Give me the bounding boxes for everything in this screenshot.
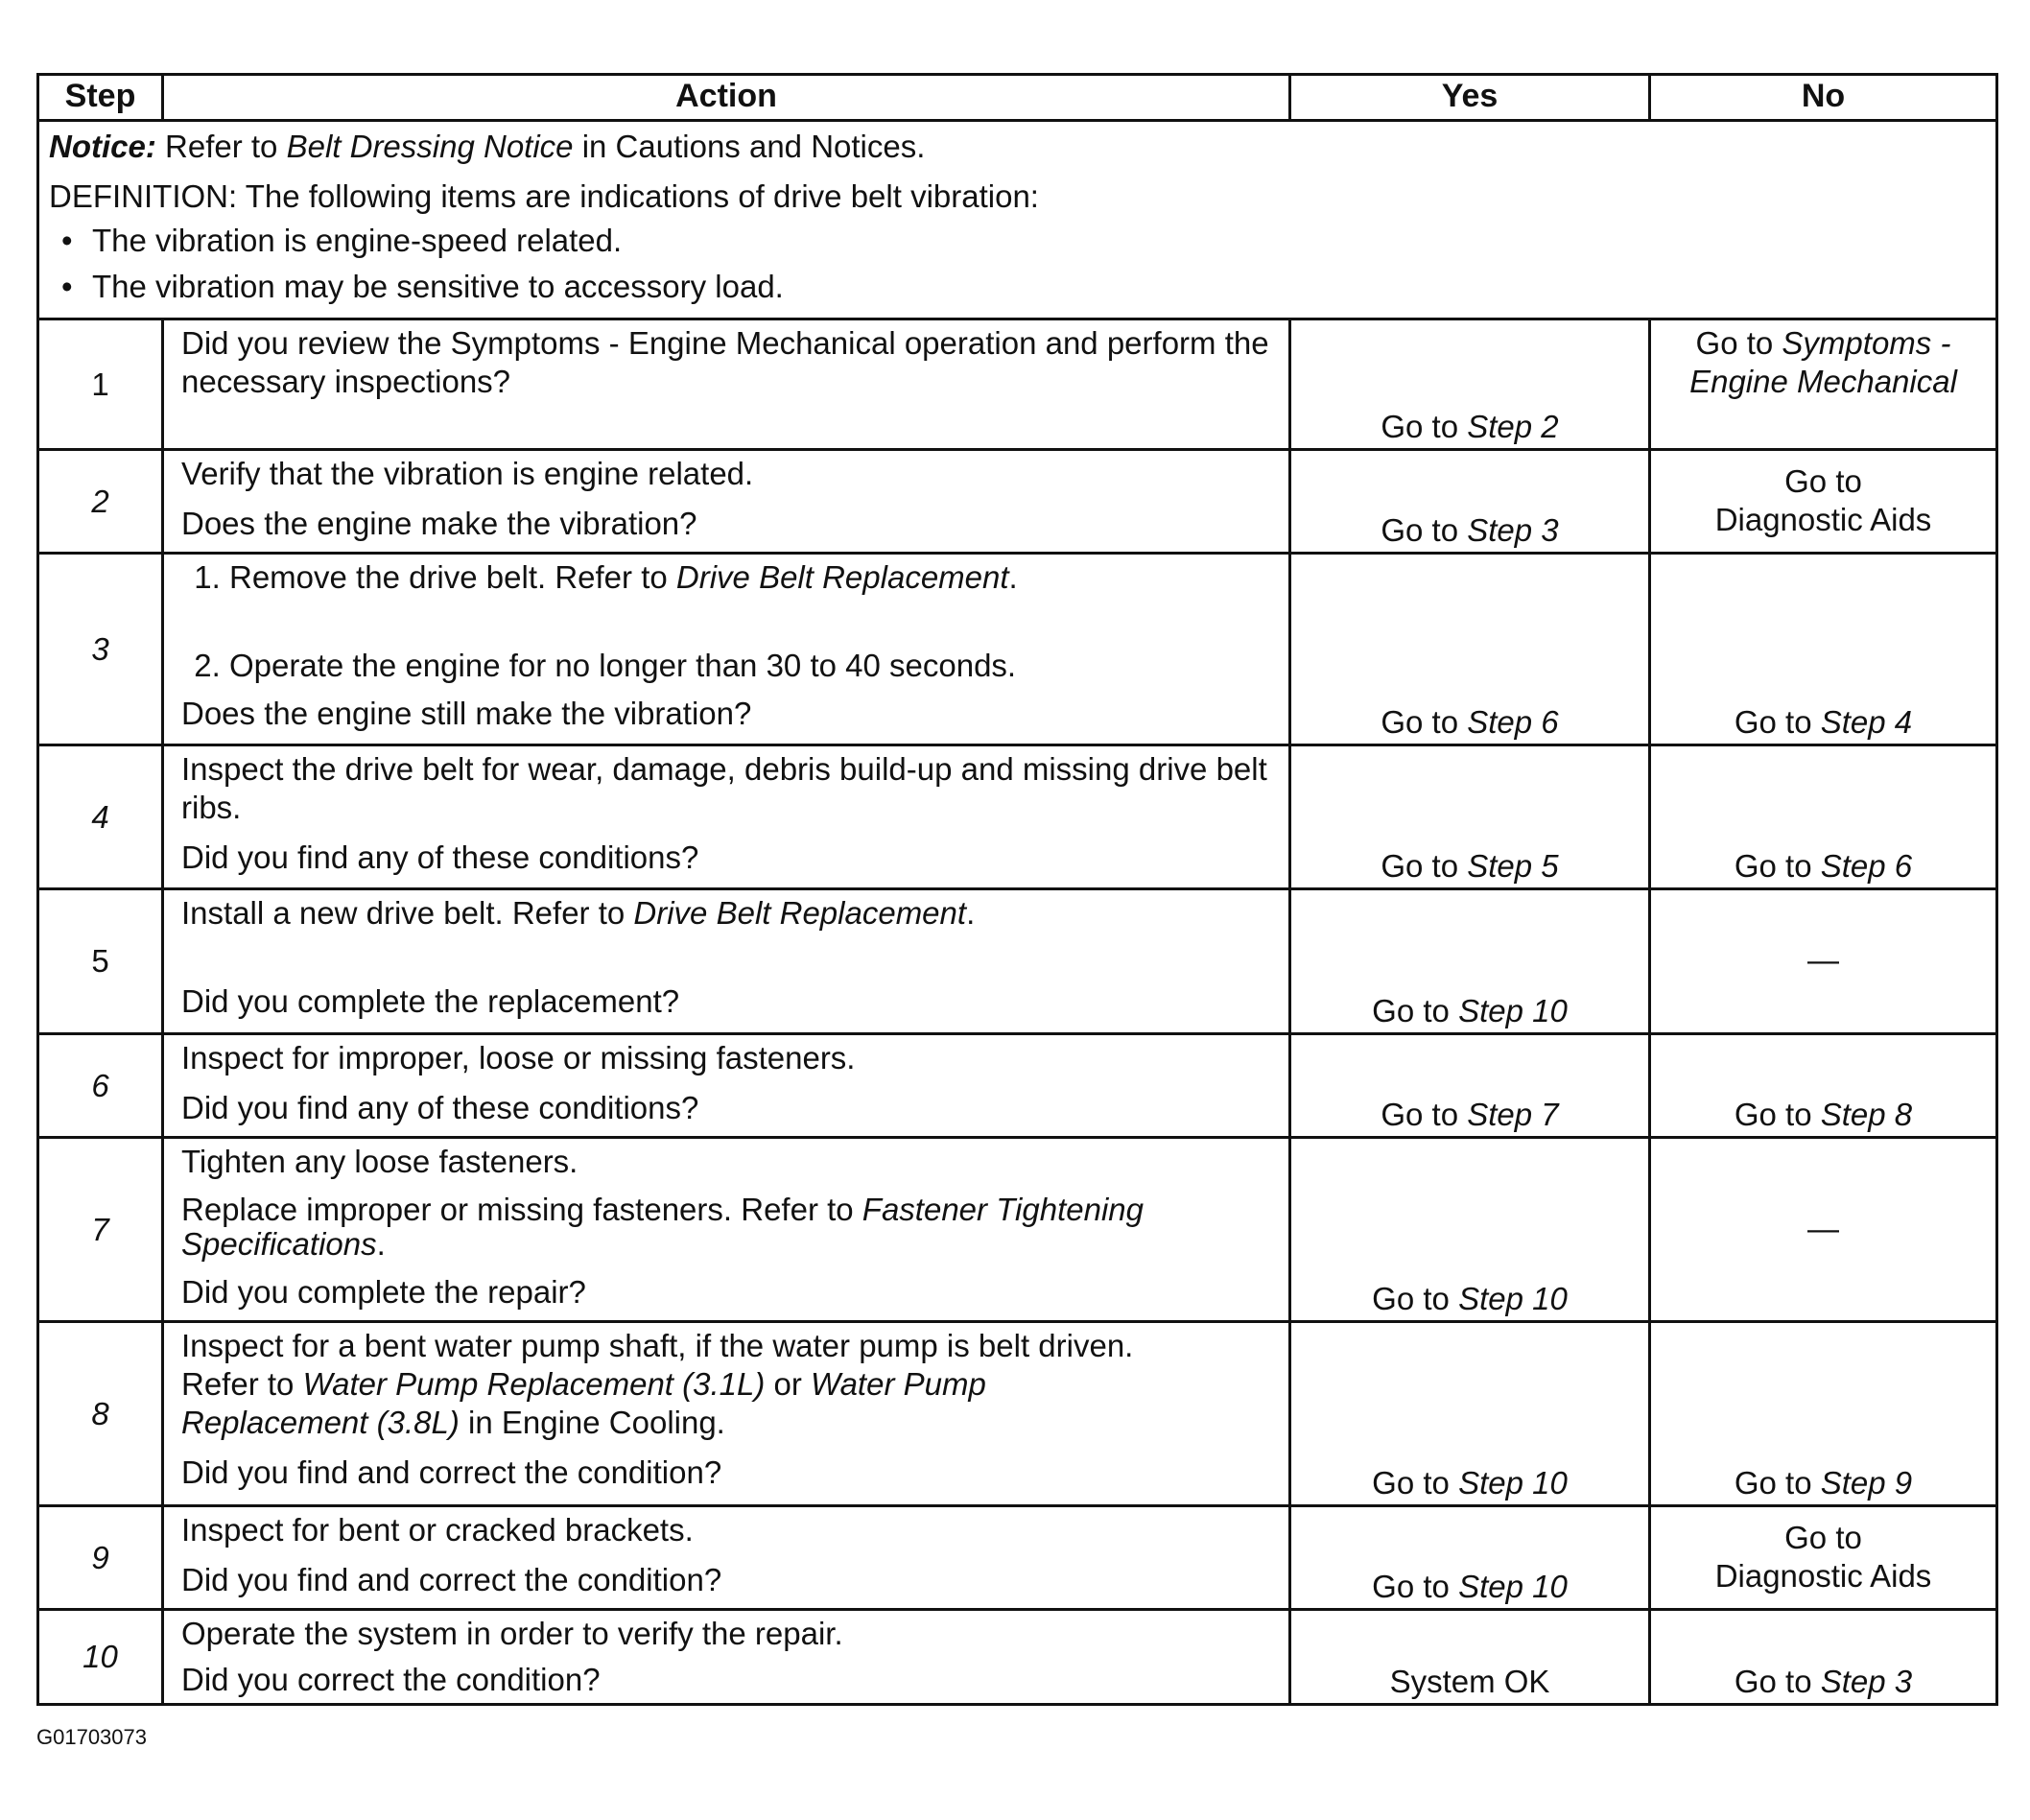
step-row-2 bbox=[38, 450, 1997, 554]
action-text-post: . bbox=[966, 895, 976, 931]
notice-text-before: Refer to bbox=[165, 129, 278, 164]
yes-step-link[interactable]: Step 2 bbox=[1467, 409, 1559, 444]
yes-prefix: Go to bbox=[1381, 1097, 1459, 1132]
notice-text-after: in Cautions and Notices. bbox=[581, 129, 926, 164]
no-cell bbox=[1650, 319, 1997, 450]
list-text: Remove the drive belt. Refer to bbox=[229, 559, 668, 595]
yes-system-ok: System OK bbox=[1389, 1664, 1550, 1699]
action-question: Does the engine make the vibration? bbox=[181, 506, 697, 541]
yes-step-link[interactable]: Step 5 bbox=[1467, 848, 1559, 884]
action-cell bbox=[163, 319, 1290, 450]
step-number-text: 6 bbox=[91, 1067, 109, 1103]
step-number bbox=[38, 745, 163, 889]
action-text: Inspect for improper, loose or missing fasteners. bbox=[181, 1040, 856, 1075]
header-no: No bbox=[1650, 75, 1997, 121]
step-number bbox=[38, 1034, 163, 1138]
action-question: Did you find and correct the condition? bbox=[181, 1562, 722, 1597]
action-text-pre: Install a new drive belt. Refer to bbox=[181, 895, 626, 931]
action-question: Did you find any of these conditions? bbox=[181, 1090, 699, 1125]
step-number bbox=[38, 554, 163, 745]
yes-prefix: Go to bbox=[1372, 993, 1450, 1028]
no-prefix: Go to bbox=[1734, 704, 1812, 740]
yes-cell bbox=[1290, 450, 1650, 554]
step-number: 5 bbox=[38, 889, 163, 1034]
yes-prefix: Go to bbox=[1372, 1281, 1450, 1316]
step-number bbox=[38, 1138, 163, 1322]
notice-label: Notice: bbox=[49, 129, 156, 164]
action-list-item bbox=[229, 647, 1271, 685]
step-row-3 bbox=[38, 554, 1997, 745]
step-number bbox=[38, 1322, 163, 1506]
figure-id: G01703073 bbox=[36, 1725, 147, 1749]
step-number-text: 7 bbox=[91, 1211, 109, 1247]
header-row bbox=[38, 75, 1997, 121]
action-cell bbox=[163, 450, 1290, 554]
yes-step-link[interactable]: Step 10 bbox=[1458, 1569, 1568, 1604]
definition-bullets bbox=[49, 222, 1986, 306]
action-cell bbox=[163, 1322, 1290, 1506]
yes-prefix: Go to bbox=[1381, 704, 1459, 740]
step-number: 1 bbox=[38, 319, 163, 450]
action-text-pre: Replace improper or missing fasteners. Refer to bbox=[181, 1192, 854, 1227]
no-step-link[interactable]: Step 9 bbox=[1820, 1465, 1913, 1501]
no-diagnostic-aids-link[interactable]: Diagnostic Aids bbox=[1714, 501, 1932, 537]
no-dash: — bbox=[1807, 942, 1839, 978]
no-cell bbox=[1650, 1322, 1997, 1506]
yes-cell bbox=[1290, 1322, 1650, 1506]
yes-step-link[interactable]: Step 6 bbox=[1467, 704, 1559, 740]
yes-step-link[interactable]: Step 7 bbox=[1467, 1097, 1559, 1132]
water-pump-38-link[interactable]: Water Pump Replacement (3.8L) bbox=[181, 1366, 986, 1440]
action-list-item bbox=[229, 558, 1271, 597]
no-step-link[interactable]: Step 6 bbox=[1820, 848, 1913, 884]
action-text: Did you review the Symptoms - Engine Mechanical operation and perform the necessary inspections? bbox=[181, 325, 1269, 399]
action-cell bbox=[163, 1506, 1290, 1610]
no-diagnostic-aids-link[interactable]: Diagnostic Aids bbox=[1714, 1557, 1932, 1594]
bullet-item: • The vibration is engine-speed related. bbox=[92, 222, 1986, 260]
action-cell bbox=[163, 889, 1290, 1034]
action-cell bbox=[163, 745, 1290, 889]
yes-prefix: Go to bbox=[1372, 1465, 1450, 1501]
yes-step-link[interactable]: Step 3 bbox=[1467, 512, 1559, 548]
action-question: Does the engine still make the vibration? bbox=[181, 696, 752, 731]
step-number-text: 10 bbox=[83, 1639, 118, 1674]
step-number bbox=[38, 450, 163, 554]
step-number bbox=[38, 1506, 163, 1610]
no-prefix: Go to bbox=[1734, 1465, 1812, 1501]
action-text-2 bbox=[181, 1365, 1271, 1442]
action-text: Verify that the vibration is engine related. bbox=[181, 456, 754, 491]
action-question: Did you find any of these conditions? bbox=[181, 839, 699, 875]
yes-cell bbox=[1290, 1506, 1650, 1610]
yes-cell bbox=[1290, 1034, 1650, 1138]
water-pump-31-link[interactable]: Water Pump Replacement (3.1L) bbox=[302, 1366, 766, 1402]
yes-step-link[interactable]: Step 10 bbox=[1458, 1465, 1568, 1501]
step-number-text: 9 bbox=[91, 1539, 109, 1575]
diagnostic-table bbox=[36, 73, 1998, 1706]
notice-cell bbox=[38, 121, 1997, 319]
no-cell bbox=[1650, 450, 1997, 554]
no-cell bbox=[1650, 1034, 1997, 1138]
action-text: Tighten any loose fasteners. bbox=[181, 1144, 578, 1179]
yes-prefix: Go to bbox=[1381, 409, 1459, 444]
no-step-link[interactable]: Step 8 bbox=[1820, 1097, 1913, 1132]
yes-cell bbox=[1290, 889, 1650, 1034]
no-prefix: Go to bbox=[1784, 462, 1862, 499]
yes-prefix: Go to bbox=[1372, 1569, 1450, 1604]
step-number-text: 3 bbox=[91, 630, 109, 667]
no-prefix: Go to bbox=[1734, 1664, 1812, 1699]
no-symptoms-link[interactable]: Symptoms - Engine Mechanical bbox=[1689, 325, 1957, 399]
no-prefix: Go to bbox=[1734, 848, 1812, 884]
action-question: Did you complete the replacement? bbox=[181, 983, 680, 1019]
action-text-pre: Refer to bbox=[181, 1366, 295, 1402]
no-prefix: Go to bbox=[1695, 325, 1774, 361]
yes-cell bbox=[1290, 1610, 1650, 1705]
action-text: Inspect for a bent water pump shaft, if the water pump is belt driven. bbox=[181, 1328, 1134, 1363]
step-row-10 bbox=[38, 1610, 1997, 1705]
yes-cell bbox=[1290, 1138, 1650, 1322]
step-number-text: 8 bbox=[91, 1395, 109, 1431]
step-row-5 bbox=[38, 889, 1997, 1034]
action-question: Did you correct the condition? bbox=[181, 1662, 601, 1697]
action-text bbox=[181, 894, 1271, 933]
yes-cell bbox=[1290, 319, 1650, 450]
step-row-9 bbox=[38, 1506, 1997, 1610]
step-row-8 bbox=[38, 1322, 1997, 1506]
action-question: Did you find and correct the condition? bbox=[181, 1454, 722, 1490]
yes-cell bbox=[1290, 554, 1650, 745]
no-cell bbox=[1650, 1610, 1997, 1705]
yes-prefix: Go to bbox=[1381, 848, 1459, 884]
list-text-post: . bbox=[1008, 559, 1018, 595]
drive-belt-replacement-link[interactable]: Drive Belt Replacement bbox=[675, 559, 1009, 595]
no-dash: — bbox=[1807, 1210, 1839, 1246]
notice-row bbox=[38, 121, 1997, 319]
no-step-link[interactable]: Step 4 bbox=[1820, 704, 1913, 740]
action-cell bbox=[163, 554, 1290, 745]
drive-belt-replacement-link[interactable]: Drive Belt Replacement bbox=[633, 895, 967, 931]
no-cell bbox=[1650, 889, 1997, 1034]
step-row-7 bbox=[38, 1138, 1997, 1322]
action-text-mid: or bbox=[773, 1366, 802, 1402]
header-step: Step bbox=[38, 75, 163, 121]
action-cell bbox=[163, 1610, 1290, 1705]
action-cell bbox=[163, 1138, 1290, 1322]
step-number-text: 4 bbox=[91, 798, 109, 835]
action-text: Inspect for bent or cracked brackets. bbox=[181, 1512, 694, 1548]
no-prefix: Go to bbox=[1734, 1097, 1812, 1132]
action-text-post: in Engine Cooling. bbox=[468, 1405, 725, 1440]
yes-cell bbox=[1290, 745, 1650, 889]
definition-line: DEFINITION: The following items are indications of drive belt vibration: bbox=[49, 178, 1039, 214]
notice-link: Belt Dressing Notice bbox=[286, 129, 574, 164]
action-list bbox=[181, 558, 1271, 685]
step-number bbox=[38, 1610, 163, 1705]
yes-prefix: Go to bbox=[1381, 512, 1459, 548]
step-row-1 bbox=[38, 319, 1997, 450]
header-action: Action bbox=[163, 75, 1290, 121]
yes-step-link[interactable]: Step 10 bbox=[1458, 1281, 1568, 1316]
notice-line bbox=[49, 128, 1986, 166]
action-text-2 bbox=[181, 1193, 1271, 1262]
step-number-text: 2 bbox=[91, 483, 109, 519]
action-cell bbox=[163, 1034, 1290, 1138]
no-prefix: Go to bbox=[1784, 1519, 1862, 1555]
bullet-item: • The vibration may be sensitive to accessory load. bbox=[92, 268, 1986, 306]
action-text: Inspect the drive belt for wear, damage, debris build-up and missing drive belt ribs. bbox=[181, 751, 1267, 825]
step-row-4 bbox=[38, 745, 1997, 889]
action-question: Did you complete the repair? bbox=[181, 1274, 586, 1310]
fastener-tightening-link[interactable]: Fastener Tightening Specifications bbox=[181, 1192, 1145, 1262]
no-step-link[interactable]: Step 3 bbox=[1820, 1664, 1913, 1699]
no-cell bbox=[1650, 1506, 1997, 1610]
step-row-6 bbox=[38, 1034, 1997, 1138]
no-cell bbox=[1650, 745, 1997, 889]
list-text: Operate the engine for no longer than 30 to 40 seconds. bbox=[229, 648, 1017, 683]
action-text: Operate the system in order to verify the repair. bbox=[181, 1616, 843, 1651]
diagnostic-table-container bbox=[36, 73, 1995, 1706]
yes-step-link[interactable]: Step 10 bbox=[1458, 993, 1568, 1028]
no-cell bbox=[1650, 1138, 1997, 1322]
no-cell bbox=[1650, 554, 1997, 745]
header-yes: Yes bbox=[1290, 75, 1650, 121]
action-text-post: . bbox=[376, 1226, 386, 1262]
